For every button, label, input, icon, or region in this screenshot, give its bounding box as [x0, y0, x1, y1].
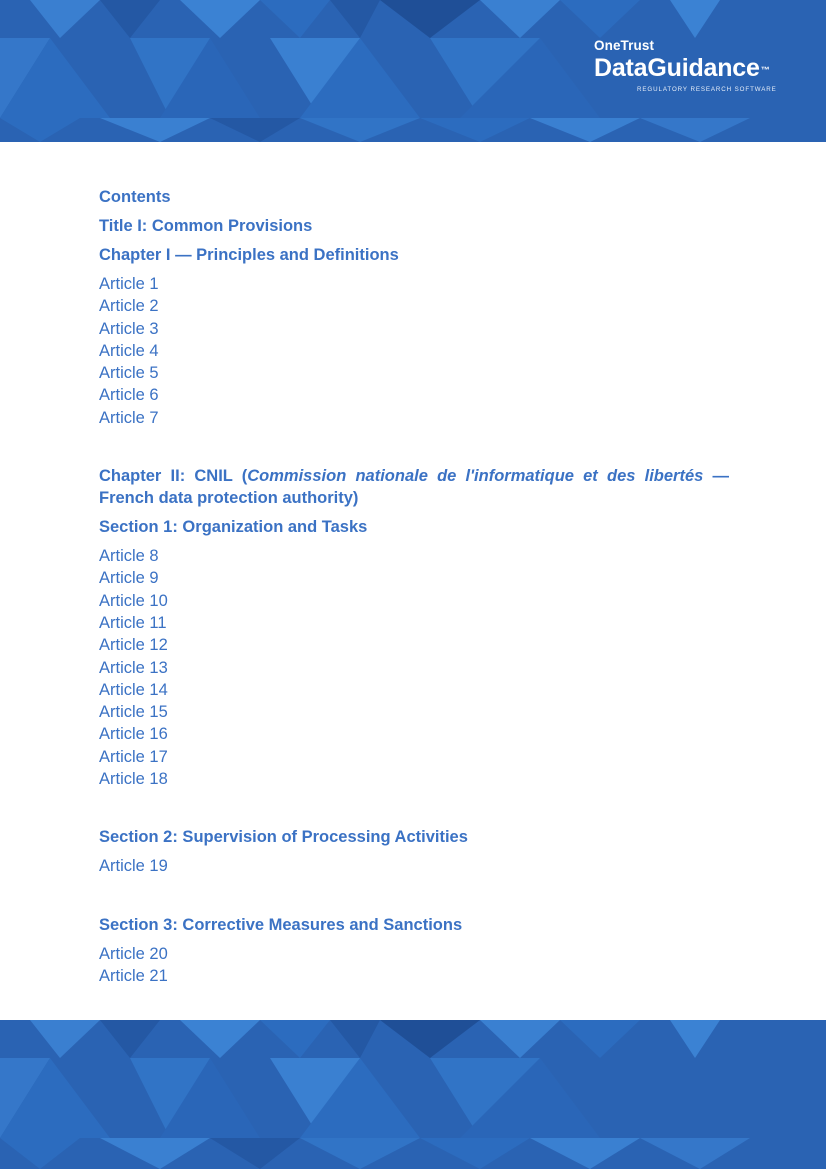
triangle-pattern	[0, 1020, 826, 1169]
chapter-heading: Chapter I — Principles and Definitions	[99, 246, 399, 264]
toc-article-link[interactable]: Article 16	[99, 725, 168, 744]
logo-tagline: REGULATORY RESEARCH SOFTWARE	[637, 86, 777, 93]
chapter-heading: Chapter II: CNIL (Commission nationale de l'informatique et des libertés — French data protection authority)	[99, 467, 729, 508]
toc-article-link[interactable]: Article 18	[99, 770, 168, 789]
toc-article-link[interactable]: Article 13	[99, 658, 168, 677]
toc-article-link[interactable]: Article 20	[99, 944, 168, 963]
title-heading: Title I: Common Provisions	[99, 217, 313, 235]
toc-article-link[interactable]: Article 5	[99, 364, 159, 383]
toc-article-link[interactable]: Article 11	[99, 613, 167, 632]
section-heading: Section 1: Organization and Tasks	[99, 518, 368, 537]
article-list	[99, 943, 729, 988]
toc-article-link[interactable]: Article 2	[99, 297, 159, 316]
toc-article-link[interactable]: Article 10	[99, 591, 168, 610]
logo-product: DataGuidance™	[594, 54, 770, 82]
toc-article-link[interactable]: Article 1	[99, 275, 159, 293]
onetrust-dataguidance-logo	[594, 38, 777, 94]
toc-article-link[interactable]: Article 7	[99, 408, 159, 427]
article-list	[99, 545, 729, 790]
toc-article-link[interactable]: Article 8	[99, 547, 159, 566]
toc-article-link[interactable]: Article 19	[99, 857, 168, 876]
toc-article-link[interactable]: Article 4	[99, 341, 159, 360]
trademark: ™	[760, 65, 770, 75]
toc-article-link[interactable]: Article 15	[99, 703, 168, 722]
logo-company: OneTrust	[594, 38, 655, 53]
toc-article-link[interactable]: Article 17	[99, 747, 168, 766]
toc-article-link[interactable]: Article 21	[99, 966, 168, 985]
article-list	[99, 273, 729, 429]
toc-article-link[interactable]: Article 12	[99, 636, 168, 655]
toc-article-link[interactable]: Article 3	[99, 319, 159, 338]
section-heading: Section 2: Supervision of Processing Activities	[99, 828, 468, 847]
table-of-contents	[99, 186, 729, 987]
toc-heading: Contents	[99, 188, 171, 206]
footer-banner	[0, 1020, 826, 1169]
article-list	[99, 855, 729, 877]
toc-article-link[interactable]: Article 9	[99, 569, 159, 588]
section-heading: Section 3: Corrective Measures and Sanctions	[99, 915, 463, 934]
toc-article-link[interactable]: Article 6	[99, 386, 159, 405]
toc-article-link[interactable]: Article 14	[99, 680, 168, 699]
header-banner	[0, 0, 826, 142]
